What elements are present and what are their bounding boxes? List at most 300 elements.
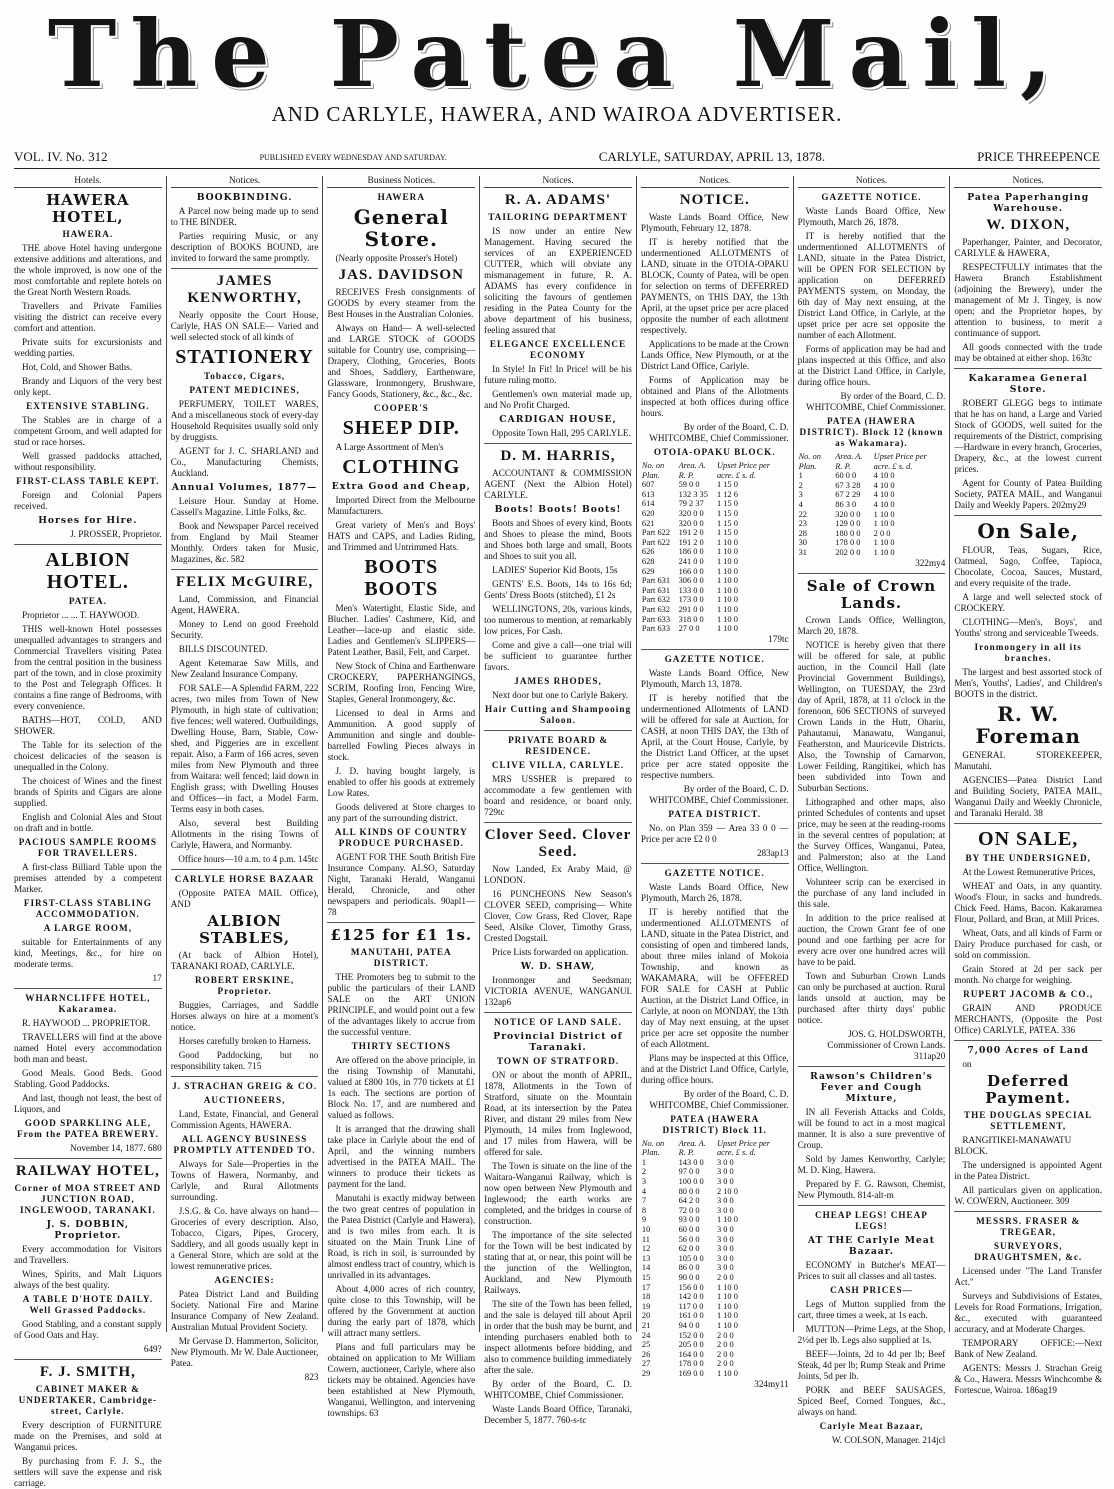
issue-price: PRICE THREEPENCE	[977, 149, 1100, 164]
column-divider	[954, 1211, 1102, 1212]
table-cell: 173 0 0	[678, 595, 704, 605]
advert-text: Proprietor ... ... T. HAYWOOD.	[22, 610, 140, 620]
table-cell: 24	[641, 1330, 651, 1340]
advert-text: Gentlemen's own material made up, and No Profit Charged.	[484, 389, 632, 410]
column-divider	[171, 268, 319, 269]
table-cell: 27	[641, 1359, 651, 1369]
table-header-cell: Area. A. R. P.	[835, 452, 863, 471]
advert-text: ON or about the month of APRIL, 1878, Allotments in the Town of Stratford, situate on the Mountain Road, at its intersection by the Patea River, and distant 29 miles from New Plymouth, 14 miles from Inglewood, and 17 miles from Hawera, will be offered for sale.	[484, 1070, 632, 1157]
advert-heading: W. DIXON,	[986, 217, 1071, 233]
advert-heading: PRIVATE BOARD & RESIDENCE.	[508, 735, 608, 756]
advert-text: Hot, Cold, and Shower Baths.	[22, 362, 132, 372]
advert-text: R. HAYWOOD ... PROPRIETOR.	[22, 1018, 151, 1028]
advert-text: All goods connected with the trade may be obtained at either shop. 163tc	[954, 342, 1103, 363]
advert-heading: Hair Cutting and Shampooing Saloon.	[484, 704, 632, 725]
table-row	[641, 1254, 789, 1264]
advert-heading: ALBION STABLES,	[199, 912, 291, 947]
advert-signature: 179tc	[768, 633, 789, 644]
advert-text: By purchasing from F. J. S., the settlers will save the expense and risk carriage.	[14, 1456, 162, 1488]
advert-heading: HAWERA HOTEL,	[46, 191, 130, 226]
advert-heading: Corner of MOA STREET AND JUNCTION ROAD, INGLEWOOD, TARANAKI.	[14, 1183, 162, 1215]
advert-text: THE Promoters beg to submit to the public the particulars of their LAND SALE on the ART UNION PRINCIPLE, and would point out a few of the advantages likely to accrue from the successful venture.	[327, 972, 476, 1037]
table-cell: 2 0 0	[716, 1340, 734, 1350]
advert-text: Good Meals. Good Beds. Good Stabling. Good Paddocks.	[14, 1068, 162, 1089]
advert-heading: CHEAP LEGS! CHEAP LEGS!	[814, 1209, 928, 1231]
column-divider	[798, 573, 946, 574]
advert-text: CLOTHING—Men's, Boys', and Youths' strong and serviceable Tweeds.	[954, 617, 1103, 638]
table-cell: 26	[641, 1349, 651, 1359]
advert-text: Plans may be inspected at this Office, and at the District Land Office, Carlyle, during office hours.	[640, 1052, 789, 1085]
table-cell: 1 10 0	[716, 576, 738, 586]
column-1	[10, 176, 166, 1488]
advert-heading: Horses for Hire.	[38, 515, 138, 526]
advert-text: Men's Watertight, Elastic Side, and Blucher. Ladies' Cashmere, Kid, and Leather—lace-up and elastic side. Ladies and Gentlemen's SLIPPERS—Patent Leather, Basil, Felt, and Carpet.	[327, 603, 476, 657]
newspaper-title: The Patea Mail,	[47, 0, 1067, 108]
masthead	[0, 0, 1114, 126]
column-heading: Hotels.	[14, 176, 162, 188]
advert-text: Land, Estate, Financial, and General Commission Agents, HAWERA.	[170, 1109, 319, 1130]
table-cell: 2 0 0	[716, 1273, 734, 1282]
advert-heading: BOOTS BOOTS	[364, 556, 439, 600]
table-cell: 4	[641, 1186, 647, 1196]
advert-heading: Deferred Payment.	[985, 1072, 1072, 1107]
table-cell: 2 0 0	[716, 1359, 734, 1369]
table-cell: 178 0 0	[835, 538, 861, 548]
advert-heading: R. W. Foreman	[975, 702, 1081, 748]
table-cell: 202 0 0	[835, 547, 861, 557]
table-cell: 14	[641, 1263, 651, 1273]
table-cell: 59 0 0	[678, 480, 700, 490]
advert-text: Foreign and Colonial Papers received.	[14, 490, 162, 511]
table-cell: 1 12 6	[716, 489, 738, 499]
advert-text: J. D. having bought largely, is enabled to offer his goods at extremely Low Rates.	[327, 766, 476, 798]
table-cell: 1 15 0	[716, 499, 738, 509]
advert-text: J.S.G. & Co. have always on hand—Groceries of every description. Also, Tobacco, Cigars, Pipes, Grocery, Saddlery, and all goods usually kept in a General Store, which are sold at the lowest remunerative prices.	[170, 1206, 319, 1271]
column-divider	[14, 1158, 162, 1159]
table-row	[798, 510, 946, 520]
advert-heading: Carlyle Meat Bazaar,	[819, 1420, 924, 1431]
table-cell: 86 3 0	[835, 499, 857, 509]
table-cell: 132 3 35	[678, 489, 708, 499]
advert-text: IT is hereby notified that the undermentioned ALLOTMENTS of LAND, situate in the Patea District, and consisting of open and timbered lands, about three miles inland of Mokoia Township, and known as WAKAMARA, will be OFFERED FOR SALE for CASH at Public Auction, at the District Land Office, in Carlyle, at noon on MONDAY, the 13th day of May next ensuing, at the upset price per acre set opposite the number of each Allotment.	[640, 906, 789, 1049]
table-cell: 28	[798, 528, 807, 538]
table-cell: 1 10 0	[716, 604, 738, 614]
table-cell: 23	[798, 519, 807, 529]
table-cell: 25	[641, 1340, 651, 1350]
column-divider	[954, 823, 1102, 824]
advert-text: IS now under an entire New Management. Having secured the services of an EXPERIENCED CUTTER, which will obviate any mismanagement in future, R. A. ADAMS has every confidence in soliciting the favours of gentlemen residing in the Patea County for the above department of his business, feeling assured that	[484, 226, 632, 335]
advert-heading: GAZETTE NOTICE.	[664, 867, 765, 878]
advert-heading: RAILWAY HOTEL,	[15, 1163, 160, 1179]
table-cell: 1 10 0	[716, 1215, 738, 1225]
table-row	[641, 480, 789, 490]
table-cell: 1 15 0	[716, 508, 738, 518]
advert-text: ACCOUNTANT & COMMISSION AGENT (Next the Albion Hotel) CARLYLE.	[484, 468, 632, 500]
table-cell: 620	[641, 508, 655, 518]
column-6	[793, 176, 950, 1445]
advert-text: Parties requiring Music, or any description of BOOKS BOUND, are invited to forward the same promptly.	[170, 231, 319, 263]
table-cell: 8	[641, 1205, 647, 1215]
column-heading: Notices.	[171, 176, 319, 188]
table-row	[641, 490, 789, 500]
advert-heading: ROBERT ERSKINE, Proprietor.	[194, 975, 295, 996]
table-cell: Part 633	[641, 614, 671, 624]
table-row	[641, 1244, 789, 1254]
advert-heading: Extra Good and Cheap,	[331, 481, 471, 492]
table-cell: 3 0 0	[716, 1157, 734, 1167]
advert-text: About 4,000 acres of rich country, quite close to this Township, will be offered by the Government at auction during the early part of 1878, which will attract many settlers.	[327, 1284, 476, 1338]
advert-heading: PATENT MEDICINES,	[189, 385, 300, 395]
advert-text: Also, several best Building Allotments in the rising Towns of Carlyle, Hawera, and Normanby.	[170, 818, 319, 850]
advert-text: (Opposite PATEA MAIL Office), AND	[170, 888, 319, 909]
column-5	[636, 176, 793, 1389]
advert-text: ECONOMY in Butcher's MEAT—Prices to suit all classes and all tastes.	[797, 1259, 946, 1281]
advert-heading: PATEA (HAWERA DISTRICT). Block 12 (known as Wakamara).	[799, 416, 944, 448]
advert-text: THIS well-known Hotel possesses unequalled advantages to strangers and Commercial Travellers visiting Patea from the central position in the business part of the town, and in close proximity to the Post and Telegraph Offices. It contains a fine range of Bedrooms, with every convenience.	[14, 624, 162, 711]
advert-text: Wheat, Oats, and all kinds of Farm or Dairy Produce purchased for cash, or sold on commission.	[954, 928, 1103, 960]
column-divider	[171, 1076, 319, 1077]
advert-heading: Tobacco, Cigars,	[203, 371, 286, 381]
table-cell: 12	[641, 1244, 651, 1254]
advert-text: Good Paddocking, but no responsibility taken. 715	[170, 1050, 319, 1071]
column-2	[166, 176, 323, 1382]
advert-heading: PATEA DISTRICT.	[668, 808, 762, 819]
advert-heading: THE DOUGLAS SPECIAL SETTLEMENT,	[964, 1110, 1093, 1131]
advert-text: Land, Commission, and Financial Agent, HAWERA.	[170, 594, 319, 615]
table-cell: 97 0 0	[678, 1167, 700, 1177]
advert-heading: SHEEP DIP.	[342, 417, 460, 439]
advert-text: Money to Lend on good Freehold Security.	[170, 619, 319, 640]
column-divider	[954, 368, 1102, 369]
advert-heading: JAS. DAVIDSON	[338, 267, 464, 283]
advert-text: GENTS' E.S. Boots, 14s to 16s 6d; Gents' Dress Boots (stitched), £1 2s	[484, 579, 632, 600]
table-cell: 3 0 0	[716, 1234, 734, 1244]
table-row	[798, 548, 946, 558]
table-cell: 67 3 28	[835, 480, 861, 490]
advert-text: Travellers and Private Families visiting the district can receive every comfort and attention.	[14, 301, 162, 333]
table-cell: 1 10 0	[716, 624, 738, 634]
table-cell: 1 10 0	[716, 566, 738, 576]
advert-heading: D. M. HARRIS,	[500, 448, 616, 464]
advert-text: Next door but one to Carlyle Bakery.	[492, 690, 629, 700]
table-row	[641, 595, 789, 605]
advert-text: A Large Assortment of Men's	[335, 442, 444, 452]
advert-text: The choicest of Wines and the finest brands of Spirits and Cigars are alone supplied.	[14, 776, 162, 808]
table-header-cell: No. on Plan.	[641, 1138, 665, 1158]
advert-signature: 823	[304, 1372, 319, 1382]
advert-text: IN all Feverish Attacks and Colds, will be found to act in a most magical manner. It is also a sure preventive of Croup.	[797, 1106, 946, 1150]
advert-text: Manutahi is exactly midway between the two great centres of population in the Patea District (Carlyle and Hawera), and is two miles from each. It is situated on the Main Trunk Line of Road, is rich in soil, is surrounded by almost endless tract of country, which is unrivalled in its advantages.	[327, 1193, 476, 1280]
advert-text: Licensed to deal in Arms and Ammunition. A good supply of Ammunition and single and double-barrelled Fowling Pieces always in stock.	[327, 708, 476, 762]
advert-heading: COOPER'S	[373, 403, 429, 413]
table-cell: 90 0 0	[678, 1273, 700, 1282]
column-divider	[484, 443, 632, 444]
table-cell: 306 0 0	[678, 576, 704, 586]
table-cell: Part 632	[641, 595, 671, 605]
advert-text: TRAVELLERS will find at the above named Hotel every accommodation both man and beast.	[14, 1032, 162, 1064]
advert-heading: Boots! Boots! Boots!	[494, 504, 622, 515]
table-cell: 1 10 0	[716, 1368, 738, 1378]
table-row	[641, 1311, 789, 1321]
advert-text: Waste Lands Board Office, New Plymouth, March 13, 1878.	[640, 667, 789, 689]
advert-text: GENERAL STOREKEEPER, Manutahi.	[954, 750, 1103, 771]
advert-heading: JAMES RHODES,	[514, 676, 602, 686]
table-header-cell: Upset Price per acre. £ s. d.	[716, 1138, 770, 1158]
advert-text: The Table for its selection of the choicest delicacies of the season is unequalled in the Colony.	[14, 740, 162, 772]
table-cell: 10	[641, 1225, 651, 1235]
table-row	[641, 557, 789, 567]
advert-heading: FIRST-CLASS STABLING ACCOMMODATION.	[23, 898, 152, 919]
advert-heading: HAWERA	[377, 192, 425, 202]
columns-container	[10, 176, 1106, 1488]
advert-signature: By order of the Board, C. D. WHITCOMBE, Chief Commissioner.	[649, 422, 789, 443]
column-3	[322, 176, 479, 1418]
advert-text: Mr Gervase D. Hammerton, Solicitor, New Plymouth. Mr W. Dale Auctioneer, Patea.	[170, 1336, 319, 1368]
advert-text: Patea District Land and Building Society. National Fire and Marine Insurance Company of New Zealand. Australian Mutual Provident Society.	[170, 1289, 319, 1332]
table-cell: 3 0 0	[716, 1167, 734, 1177]
advert-heading: A LARGE ROOM,	[43, 923, 132, 933]
table-cell: 613	[641, 489, 655, 499]
table-cell: Part 622	[641, 528, 671, 538]
column-divider	[14, 988, 162, 989]
advert-heading: CARLYLE HORSE BAZAAR	[174, 874, 315, 884]
table-cell: 628	[641, 556, 655, 566]
table-row	[641, 1321, 789, 1331]
table-cell: 1 10 0	[873, 509, 895, 519]
table-header-cell: Area. A. R. P.	[678, 1138, 706, 1158]
column-divider	[171, 569, 319, 570]
advert-heading: CLOTHING	[342, 456, 461, 478]
advert-text: Every description of FURNITURE made on the Premises, and sold at Wanganui prices.	[14, 1420, 162, 1452]
table-cell: 3 0 0	[716, 1196, 734, 1206]
advert-text: Sold by James Kenworthy, Carlyle; M. D. King, Hawera.	[797, 1153, 946, 1175]
advert-text: suitable for Entertainments of any kind, Meetings, &c., for hire on moderate terms.	[14, 937, 162, 969]
advert-heading: Sale of Crown Lands.	[806, 576, 937, 612]
table-cell: 3	[798, 490, 803, 500]
advert-text: All particulars given on application. W. COWERN, Auctioneer. 309	[954, 1185, 1103, 1206]
table-row	[798, 529, 946, 539]
advert-text: The largest and best assorted stock of Men's, Youths', Ladies', and Children's BOOTS in the district.	[954, 667, 1103, 699]
advert-text: Town and Suburban Crown Lands can only be purchased at auction. Rural lands unsold at auction, may be purchased after thirty days' public notice.	[797, 970, 946, 1025]
advert-heading: GAZETTE NOTICE.	[664, 653, 765, 664]
column-divider	[798, 1066, 946, 1067]
advert-text: on	[962, 1059, 972, 1069]
advert-heading: ON SALE,	[978, 828, 1079, 850]
table-cell: 3 0 0	[716, 1263, 734, 1273]
advert-text: Crown Lands Office, Wellington, March 20, 1878.	[797, 614, 946, 636]
table-header-cell: Upset Price per acre. £ s. d.	[716, 461, 770, 480]
table-row	[641, 1235, 789, 1245]
advert-text: The Stables are in charge of a competent Groom, and well adapted for stud or race horses.	[14, 415, 162, 447]
advert-text: PORK and BEEF SAUSAGES, Spiced Beef, Corned Tongues, &c., always on hand.	[797, 1384, 946, 1417]
table-cell: 129 0 0	[835, 519, 861, 529]
newspaper-subtitle: AND CARLYLE, HAWERA, AND WAIROA ADVERTISER.	[271, 102, 843, 126]
advert-text: RESPECTFULLY intimates that the Hawera Branch Establishment (adjoining the Brewery), under the management of Mr J. Tingey, is now open; and the Proprietor hopes, by attention to business, to merit a continuance of support.	[954, 262, 1103, 338]
table-header-row	[641, 1139, 789, 1158]
table-cell: 3 0 0	[716, 1253, 734, 1263]
advert-heading: FIRST-CLASS TABLE KEPT.	[16, 476, 160, 486]
table-row	[641, 624, 789, 634]
advert-heading: BOOKBINDING.	[196, 192, 293, 203]
table-cell: 3 0 0	[716, 1244, 734, 1254]
table-cell: 1	[798, 471, 803, 481]
advert-text: FLOUR, Teas, Sugars, Rice, Oatmeal, Sago, Coffee, Tapioca, Chocolate, Cocoa, Sauces, Mustard, and every requisite of the trade.	[954, 545, 1103, 588]
table-cell: 205 0 0	[678, 1340, 704, 1350]
table-row	[641, 1263, 789, 1273]
advert-heading: RUPERT JACOMB & CO.,	[963, 989, 1094, 999]
table-cell: 318 0 0	[678, 614, 704, 624]
column-heading: Business Notices.	[327, 176, 475, 188]
advert-text: IT is hereby notified that the undermentioned ALLOTMENTS of LAND, situate in the OTOIA-OPAKU BLOCK, County of Patea, will be open for selection on terms of DEFERRED PAYMENTS, on THIS DAY, the 13th April, at the upset price per acre placed opposite the number of each allotment respectively.	[640, 237, 789, 335]
advert-text: NOTICE is hereby given that there will be offered for sale, at public auction, in the Council Hall (late Provincial Government Buildings), Wellington, on TUESDAY, the 23rd day of April, 1878, at 11 o'clock in the forenoon, 606 SECTIONS of surveyed Crown Lands in the Hutt, Ohariu, Pahautanui, Manawatu, Wanganui, Featherston, and Mauricevile Districts. Also, the Township of Carnarvon, Lower Feilding, Rangitikei, which has been subdivided into Town and Suburban Sections.	[797, 639, 946, 793]
advert-heading: CASH PRICES—	[830, 1284, 913, 1295]
table-cell: 100 0 0	[678, 1177, 704, 1187]
advert-heading: Kakaramea General Store.	[968, 373, 1088, 395]
table-row	[798, 490, 946, 500]
table-cell: 166 0 0	[678, 566, 704, 576]
advert-text: Every accommodation for Visitors and Travellers.	[14, 1244, 162, 1265]
table-cell: 320 0 0	[678, 518, 704, 528]
advert-heading: ALL AGENCY BUSINESS PROMPTLY ATTENDED TO.	[173, 1134, 316, 1155]
table-row	[641, 1340, 789, 1350]
table-cell: 117 0 0	[678, 1301, 704, 1311]
column-heading: Notices.	[641, 176, 789, 188]
advert-text: Prepared by F. G. Rawson, Chemist, New Plymouth. 814-alt-m	[797, 1178, 946, 1200]
advert-text: BEEF—Joints, 2d to 4d per lb; Beef Steak, 4d per lb; Rump Steak and Prime Joints, 5d per lb.	[797, 1348, 946, 1381]
advert-heading: Rawson's Children's Fever and Cough Mixture,	[810, 1070, 933, 1104]
table-header-cell: No. on Plan.	[798, 452, 821, 471]
advert-heading: Provincial District of Taranaki.	[493, 1031, 623, 1053]
advert-text: (Nearly opposite Prosser's Hotel)	[335, 253, 458, 263]
advert-text: Always on Hand— A well-selected and LARGE STOCK of GOODS suitable for Country use, comprising— Drapery, Clothing, Groceries, Boots and Shoes, Saddlery, Earthenware, Glassware, Ironmongery, Brushware, Fancy Goods, Stationery, &c., &c., &c.	[327, 323, 476, 399]
advert-text: It is arranged that the drawing shall take place in Carlyle about the end of April, and the winning numbers advertised in the PATEA MAIL. The winners to produce their tickets as payment for the land.	[327, 1124, 476, 1189]
advert-signature: By order of the Board, C. D. WHITCOMBE, Chief Commissioner.	[649, 783, 789, 805]
table-row	[798, 519, 946, 529]
table-row	[641, 509, 789, 519]
advert-heading: A TABLE D'HOTE DAILY. Well Grassed Paddocks.	[22, 1294, 153, 1315]
table-row	[641, 1369, 789, 1379]
advert-heading: CARDIGAN HOUSE,	[499, 414, 617, 425]
table-cell: 2 0 0	[716, 1349, 734, 1359]
advert-text: At the Lowest Remunerative Prices,	[962, 867, 1096, 877]
advert-text: In Style! In Fit! In Price! will be his future ruling motto.	[484, 364, 632, 385]
advert-text: Horses carefully broken to Harness.	[178, 1036, 311, 1046]
advert-signature: 322my4	[915, 557, 946, 568]
table-cell: 2 0 0	[873, 528, 891, 538]
column-divider	[954, 515, 1102, 516]
table-cell: 1	[641, 1157, 647, 1167]
table-cell: 13	[641, 1253, 651, 1263]
table-row	[641, 528, 789, 538]
table-cell: 17	[641, 1282, 651, 1292]
advert-text: Always for Sale—Properties in the Towns of Hawera, Normanby, and Carlyle, and Rural Allotments surrounding.	[170, 1159, 319, 1202]
advert-text: Forms of Application may be obtained and Plans of the Allotments inspected at both offices during office hours.	[640, 375, 789, 418]
table-cell: 9	[641, 1215, 647, 1225]
advert-text: IT is hereby notified that the undermentioned Allotments of LAND will be offered for sale at Auction, for CASH, at noon THIS DAY, the 13th of April, at the Court House, Carlyle, by the District Land Officer, at the upset price per acre stated opposite the respective numbers.	[640, 692, 789, 780]
table-cell: 2 0 0	[716, 1330, 734, 1340]
advert-heading: EXTENSIVE STABLING.	[26, 401, 150, 411]
advert-text: THE above Hotel having undergone extensive additions and alterations, and the whole improved, is now one of the most comfortable and replete hotels on the Great North Western Roads.	[14, 243, 162, 297]
table-cell: 626	[641, 547, 655, 557]
dateline	[14, 146, 1100, 169]
table-cell: 169 0 0	[678, 1368, 704, 1378]
advert-heading: WHARNCLIFFE HOTEL, Kakaramea.	[25, 993, 151, 1014]
advert-text: FOR SALE—A Splendid FARM, 222 acres, two miles from Town of New Plymouth, in high state of cultivation; five fences; well watered. Outbuildings, Dwelling House, Barn, Stable, Cow-shed, and Piggeries are in excellent repair. Also, a Farm of 166 acres, seven miles from New Plymouth and three from Waitara: well fenced; laid down in English grass; with Dwelling Houses and Offices—in fact, a Model Farm. Terms easy in both cases.	[170, 683, 319, 814]
advert-text: Lithographed and other maps, also printed Schedules of contents and upset price, may be seen at the reading-rooms in the several centres of population; at the Survey Offices, Wanganui, Patea, and Palmerston; also at the Land Office, Wellington.	[797, 796, 946, 873]
advert-text: Nearly opposite the Court House, Carlyle, HAS ON SALE— Varied and well selected stock of all kinds of	[170, 310, 319, 342]
advert-text: A large and well selected stock of CROCKERY.	[954, 592, 1103, 613]
table-cell: 60 0 0	[835, 471, 857, 481]
table-header-row	[641, 461, 789, 480]
advert-text: Private suits for excursionists and wedding parties.	[14, 337, 162, 358]
advert-heading: PATEA (HAWERA DISTRICT) Block 11.	[662, 1113, 767, 1135]
advert-text: Ironmonger and Seedsman; VICTORIA AVENUE, WANGANUI. 132ap6	[484, 975, 632, 1007]
advert-text: Now Landed, Ex Araby Maid, @ LONDON.	[484, 864, 632, 885]
advert-heading: MANUTAHI, PATEA DISTRICT.	[350, 947, 452, 968]
advert-text: MUTTON—Prime Legs, at the Shop, 2½d per lb. Legs also supplied at 1s.	[797, 1323, 946, 1345]
table-cell: 31	[798, 547, 807, 557]
table-cell: 1 10 0	[716, 556, 738, 566]
table-cell: 105 0 0	[678, 1253, 704, 1263]
table-cell: 1 10 0	[716, 595, 738, 605]
table-cell: 161 0 0	[678, 1311, 704, 1321]
advert-text: By order of the Board, C. D. WHITCOMBE, Chief Commissioner.	[484, 1379, 632, 1400]
advert-signature: November 14, 1877. 680	[70, 1143, 162, 1153]
table-cell: 3 0 0	[716, 1177, 734, 1187]
advert-text: WELLINGTONS, 20s, various kinds, too numerous to mention, at remarkably low prices, For Cash.	[484, 604, 632, 636]
column-divider	[954, 1040, 1102, 1041]
advert-text: Goods delivered at Store charges to any part of the surrounding district.	[327, 802, 476, 823]
table-cell: 186 0 0	[678, 547, 704, 557]
advert-heading: BY THE UNDERSIGNED,	[965, 853, 1091, 863]
advert-heading: PACIOUS SAMPLE ROOMS FOR TRAVELLERS.	[18, 837, 157, 858]
allotment-table	[641, 1139, 789, 1379]
table-cell: 93 0 0	[678, 1215, 700, 1225]
table-cell: 1 15 0	[716, 528, 738, 538]
table-cell: 3 0 0	[716, 1205, 734, 1215]
advert-heading: AUCTIONEERS,	[203, 1095, 286, 1105]
table-cell: 15	[641, 1273, 651, 1282]
advert-heading: J. S. DOBBIN, Proprietor.	[46, 1219, 130, 1241]
advert-heading: Clover Seed. Clover Seed.	[484, 827, 632, 860]
table-cell: 142 0 0	[678, 1292, 704, 1302]
table-row	[641, 1359, 789, 1369]
table-cell: 143 0 0	[678, 1157, 704, 1167]
advert-heading: SURVEYORS, DRAUGHTSMEN, &c.	[974, 1241, 1083, 1262]
advert-signature: 283ap13	[756, 847, 789, 858]
advert-text: TEMPORARY OFFICE:—Next Bank of New Zealand.	[954, 1338, 1103, 1359]
advert-text: GRAIN AND PRODUCE MERCHANTS, (Opposite the Post Office) CARLYLE, PATEA. 336	[954, 1003, 1103, 1035]
advert-text: Grain Stored at 2d per sack per month. No charge for weighing.	[954, 964, 1103, 985]
table-row	[641, 567, 789, 577]
advert-heading: £125 for £1 1s.	[330, 926, 473, 944]
column-divider	[798, 1205, 946, 1206]
advert-text: Great variety of Men's and Boys' HATS and CAPS, and Ladies Riding, and Trimmed and Untrimmed Hats.	[327, 520, 476, 552]
advert-text: Waste Lands Board Office, Taranaki, December 5, 1877. 760-s-tc	[484, 1404, 632, 1425]
table-row	[641, 615, 789, 625]
advert-heading: AT THE Carlyle Meat Bazaar.	[807, 1234, 935, 1257]
advert-heading: Ironmongery in all its branches.	[974, 642, 1082, 663]
table-row	[641, 1273, 789, 1283]
advert-text: RECEIVES Fresh consignments of GOODS by every steamer from the Best Houses in the Australian Colonies.	[327, 287, 476, 319]
table-row	[641, 519, 789, 529]
advert-text: Buggies, Carriages, and Saddle Horses always on hire at a moment's notice.	[170, 1000, 319, 1032]
advert-heading: AGENCIES:	[214, 1275, 275, 1285]
table-cell: 2	[641, 1167, 647, 1177]
table-cell: 241 0 0	[678, 556, 704, 566]
advert-text: English and Colonial Ales and Stout on draft and in bottle.	[14, 812, 162, 833]
table-cell: 164 0 0	[678, 1349, 704, 1359]
